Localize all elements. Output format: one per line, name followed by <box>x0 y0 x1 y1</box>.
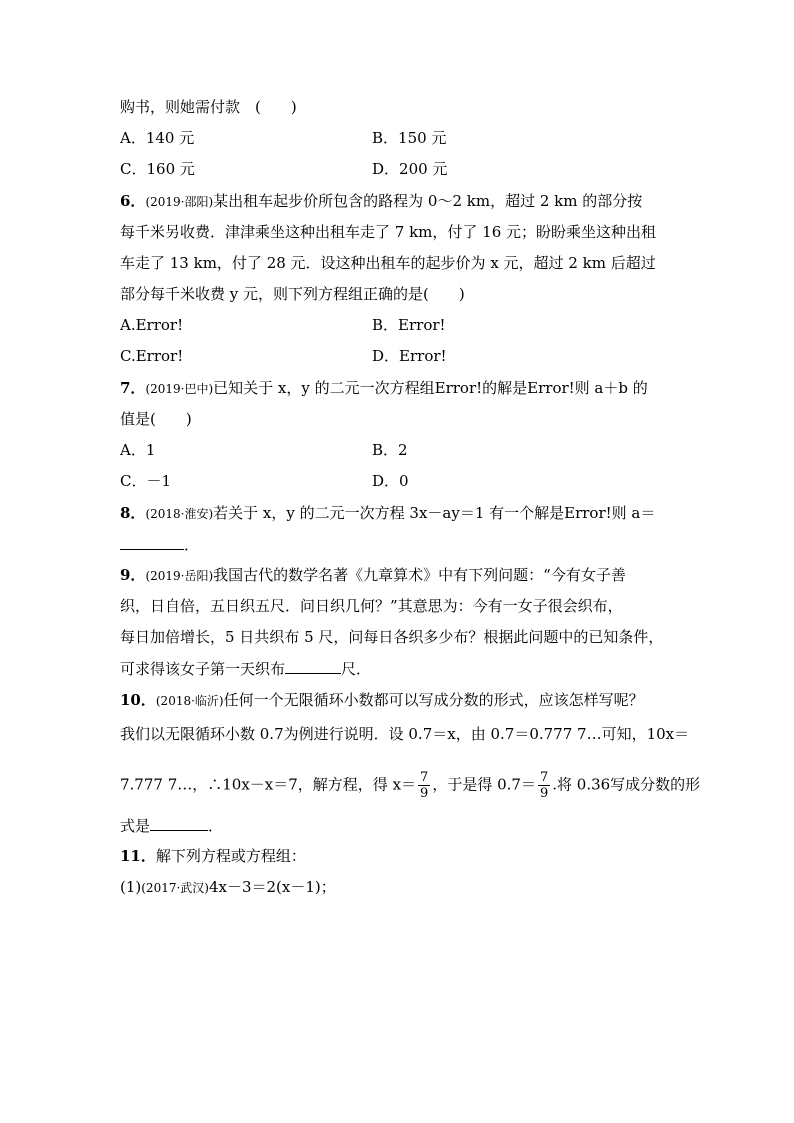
q10-line4 <box>120 815 223 836</box>
q5-tail: 购书，则她需付款 ( ) <box>120 98 297 116</box>
fraction-7-9-b <box>538 770 550 801</box>
q8-line1 <box>120 503 655 524</box>
q8-line2 <box>120 534 199 555</box>
q7-line1 <box>120 378 648 399</box>
q7-number: 7． <box>120 379 146 397</box>
q11-sub1-equation: 4x－3＝2(x－1)； <box>208 878 336 896</box>
q8-text1: 若关于 x，y 的二元一次方程 3x－ay＝1 有一个解是Error!则 a＝ <box>213 504 656 522</box>
q10-line3 <box>120 770 700 801</box>
q6-number: 6． <box>120 192 146 210</box>
q9-line4 <box>120 658 371 679</box>
q7-line2: 值是( ) <box>120 410 192 428</box>
q8-end: ． <box>184 536 200 554</box>
q5-option-c: C．160 元 <box>120 160 195 178</box>
q10-text1: 任何一个无限循环小数都可以写成分数的形式，应该怎样写呢？ <box>223 691 644 709</box>
fraction-7-9 <box>418 770 430 801</box>
q9-text4: 可求得该女子第一天织布 <box>120 660 286 678</box>
q6-text1: 某出租车起步价所包含的路程为 0～2 km，超过 2 km 的部分按 <box>213 192 643 210</box>
q7-option-c: C．－1 <box>120 472 172 490</box>
q6-line4: 部分每千米收费 y 元，则下列方程组正确的是( ) <box>120 285 465 303</box>
fraction-numerator: 7 <box>539 770 549 785</box>
q9-line1 <box>120 565 626 586</box>
q5-option-a: A．140 元 <box>120 129 195 147</box>
q10-text3c: .将 0.36写成分数的形 <box>552 775 701 794</box>
q7-option-a: A．1 <box>120 441 156 459</box>
q11-line1 <box>120 846 306 866</box>
q10-text4: 式是 <box>120 817 151 835</box>
q11-sub1 <box>120 877 336 898</box>
q7-source: (2019·巴中) <box>145 382 214 396</box>
fraction-denominator: 9 <box>539 786 549 801</box>
q9-number: 9． <box>120 566 146 584</box>
q10-line1 <box>120 690 644 711</box>
q8-source: (2018·淮安) <box>145 507 214 521</box>
q6-line1 <box>120 191 642 212</box>
q9-line3: 每日加倍增长，5 日共织布 5 尺，问每日各织多少布？根据此问题中的已知条件， <box>120 628 664 646</box>
q10-source: (2018·临沂) <box>155 694 224 708</box>
q11-sub1-label: (1) <box>120 878 142 896</box>
q8-number: 8． <box>120 504 146 522</box>
q11-sub1-source: (2017·武汉) <box>141 881 209 895</box>
q5-option-d: D．200 元 <box>372 160 448 178</box>
q10-end: ． <box>208 817 224 835</box>
q6-option-c: C.Error! <box>120 347 184 365</box>
q9-unit: 尺． <box>341 660 372 678</box>
q7-option-b: B．2 <box>372 441 408 459</box>
q6-option-d: D．Error! <box>372 347 447 365</box>
q10-text3b: ，于是得 0.7＝ <box>432 775 536 794</box>
q10-text3a: 7.777 7…，∴10x－x＝7，解方程，得 x＝ <box>120 775 417 794</box>
q11-number: 11． <box>120 847 156 865</box>
q10-answer-blank[interactable] <box>150 815 208 831</box>
q10-line2: 我们以无限循环小数 0.7为例进行说明．设 0.7＝x，由 0.7＝0.777 7…可知，10x＝ <box>120 725 690 743</box>
q10-number: 10． <box>120 691 156 709</box>
fraction-numerator: 7 <box>420 770 429 785</box>
q6-option-b: B．Error! <box>372 316 446 334</box>
q11-text1: 解下列方程或方程组： <box>155 847 306 865</box>
q9-answer-blank[interactable] <box>285 658 341 674</box>
q9-text1: 我国古代的数学名著《九章算术》中有下列问题：“今有女子善 <box>213 566 626 584</box>
q6-line3: 车走了 13 km，付了 28 元．设这种出租车的起步价为 x 元，超过 2 km 后超过 <box>120 254 656 272</box>
q7-text1: 已知关于 x，y 的二元一次方程组Error!的解是Error!则 a＋b 的 <box>213 379 648 397</box>
q7-option-d: D．0 <box>372 472 409 490</box>
q6-line2: 每千米另收费．津津乘坐这种出租车走了 7 km，付了 16 元；盼盼乘坐这种出租 <box>120 223 657 241</box>
q9-source: (2019·岳阳) <box>145 569 214 583</box>
q8-answer-blank[interactable] <box>120 534 184 550</box>
q6-option-a: A.Error! <box>120 316 184 334</box>
q5-option-b: B．150 元 <box>372 129 447 147</box>
q6-source: (2019·邵阳) <box>145 195 214 209</box>
fraction-denominator: 9 <box>420 786 429 801</box>
q9-line2: 织，日自倍，五日织五尺．问日织几何？”其意思为：今有一女子很会织布， <box>120 597 623 615</box>
